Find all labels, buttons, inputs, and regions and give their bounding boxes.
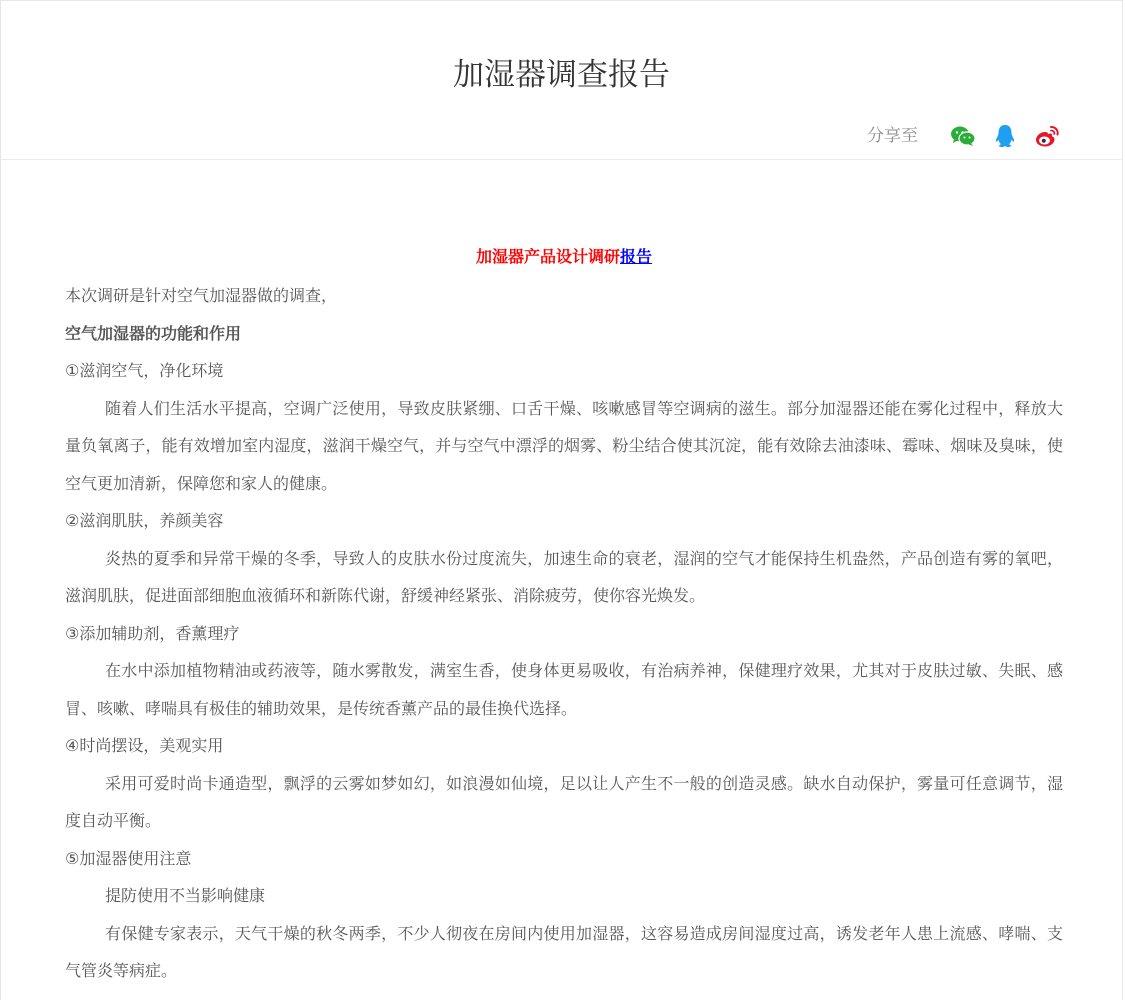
intro-paragraph: 本次调研是针对空气加湿器做的调查， bbox=[65, 286, 338, 305]
paragraph-5: 有保健专家表示，天气干燥的秋冬两季，不少人彻夜在房间内使用加湿器，这容易造成房间湿度过高，诱发老年人患上流感、哮喘、支气管炎等病症。 bbox=[65, 923, 1063, 980]
paragraph-3: 在水中添加植物精油或药液等，随水雾散发，满室生香，使身体更易吸收，有治病养神，保健理疗效果，尤其对于皮肤过敏、失眠、感冒、咳嗽、哮喘具有极佳的辅助效果，是传统香薰产品的最佳换代选择。 bbox=[65, 661, 1063, 718]
item-heading-2: ②滋润肌肤，养颜美容 bbox=[65, 511, 224, 530]
article-title-text: 加湿器产品设计调研 bbox=[475, 247, 620, 266]
qq-icon[interactable] bbox=[992, 123, 1018, 149]
article-title bbox=[65, 241, 1063, 273]
weibo-icon[interactable] bbox=[1034, 123, 1060, 149]
section-heading: 空气加湿器的功能和作用 bbox=[65, 323, 242, 343]
item-heading-5: ⑤加湿器使用注意 bbox=[65, 848, 192, 868]
article-content bbox=[65, 241, 1063, 990]
paragraph-1: 随着人们生活水平提高，空调广泛使用，导致皮肤紧绷、口舌干燥、咳嗽感冒等空调病的滋生。部分加湿器还能在雾化过程中，释放大量负氧离子，能有效增加室内湿度，滋润干燥空气，并与空气中漂浮的烟雾、粉尘结合使其沉淀，能有效除去油漆味、霉味、烟味及臭味，使空气更加清新，保障您和家人的健康。 bbox=[65, 398, 1063, 493]
share-label: 分享至 bbox=[867, 126, 918, 146]
item-heading-1: ①滋润空气，净化环境 bbox=[65, 361, 224, 380]
sub-heading-1: 提防使用不当影响健康 bbox=[105, 886, 266, 905]
page-title: 加湿器调查报告 bbox=[453, 57, 670, 93]
wechat-icon[interactable] bbox=[950, 123, 976, 149]
page-header bbox=[1, 1, 1122, 160]
paragraph-4: 采用可爱时尚卡通造型，飘浮的云雾如梦如幻，如浪漫如仙境，足以让人产生不一般的创造灵感。缺水自动保护，雾量可任意调节，湿度自动平衡。 bbox=[65, 773, 1063, 830]
share-bar bbox=[867, 120, 1060, 152]
item-heading-4: ④时尚摆设，美观实用 bbox=[65, 736, 224, 755]
report-link[interactable]: 报告 bbox=[620, 247, 653, 266]
paragraph-2: 炎热的夏季和异常干燥的冬季，导致人的皮肤水份过度流失，加速生命的衰老，湿润的空气才能保持生机盎然，产品创造有雾的氧吧，滋润肌肤，促进面部细胞血液循环和新陈代谢，舒缓神经紧张、消除疲劳，使你容光焕发。 bbox=[65, 548, 1063, 605]
item-heading-3: ③添加辅助剂，香薰理疗 bbox=[65, 623, 240, 643]
